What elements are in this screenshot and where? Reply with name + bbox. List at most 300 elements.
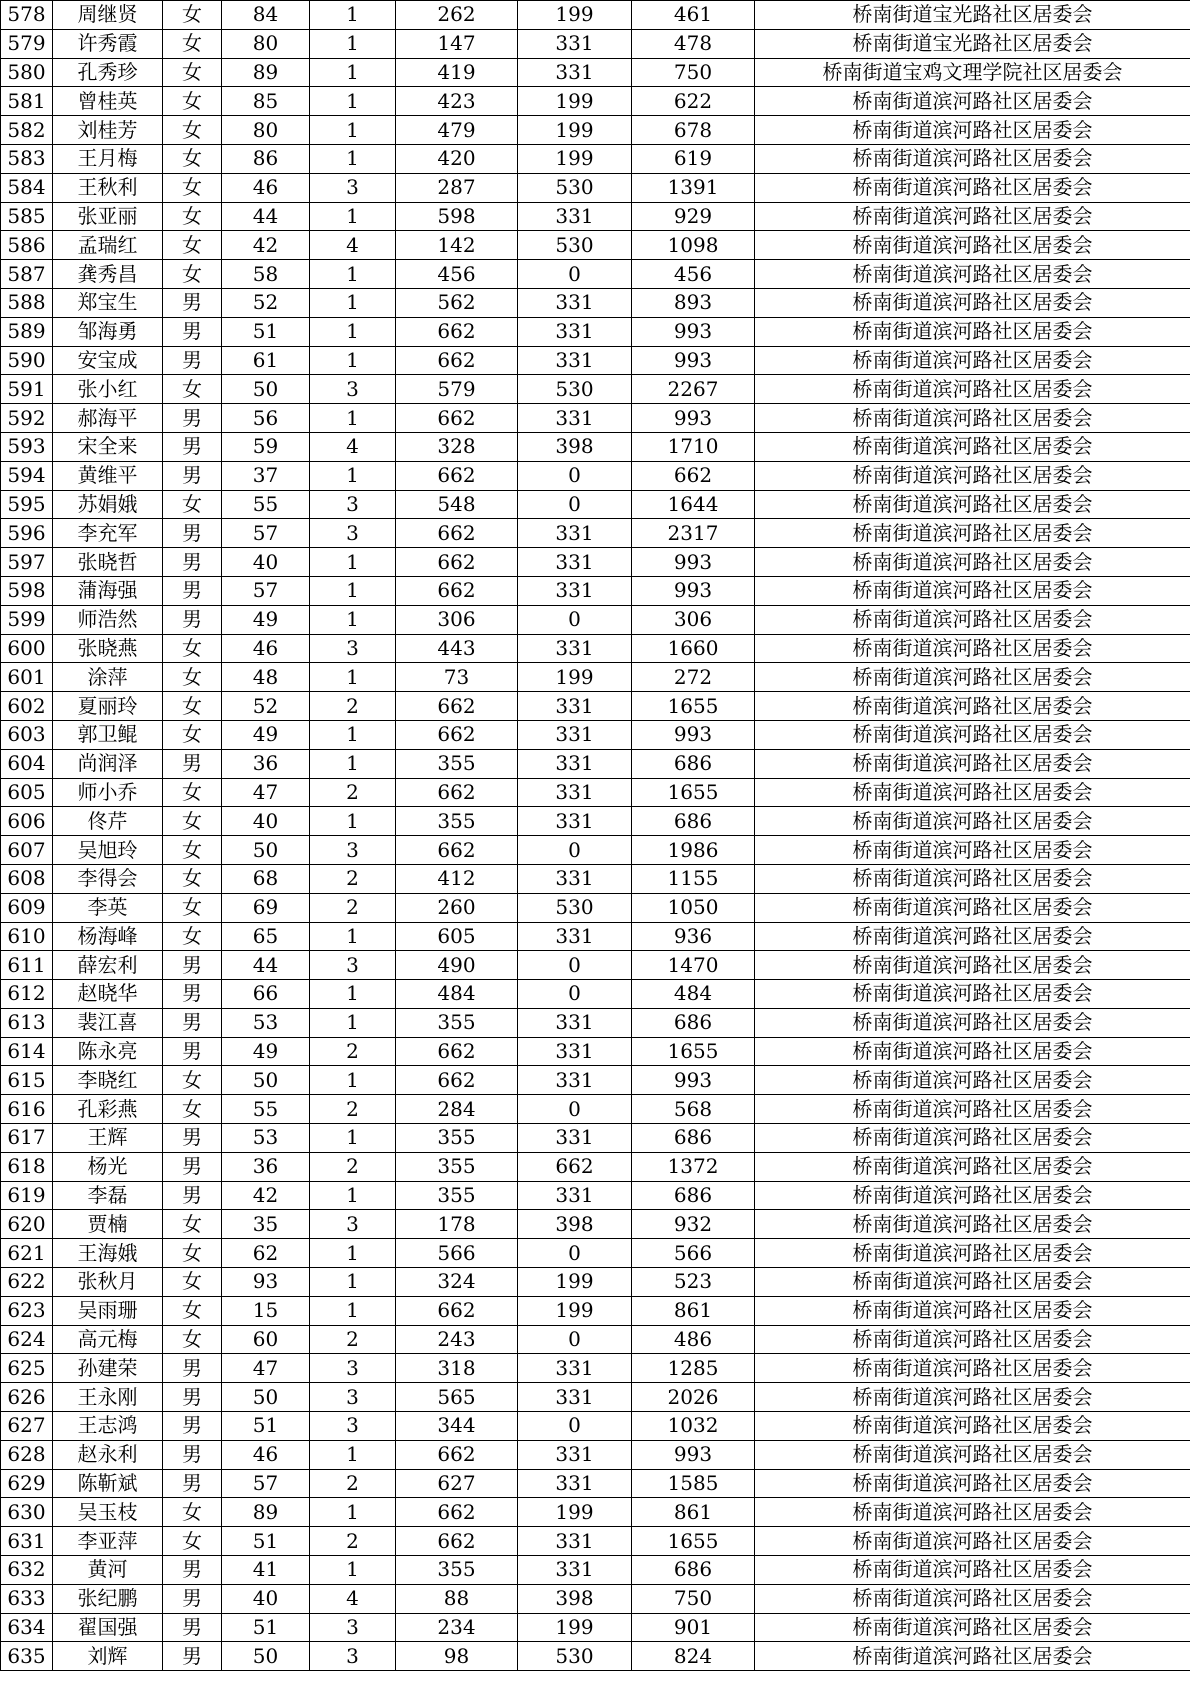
cell-community-unit: 桥南街道滨河路社区居委会: [755, 1095, 1190, 1124]
table-row: [1, 576, 1190, 605]
cell-name: 张晓哲: [53, 548, 163, 577]
cell-age: 51: [222, 1412, 310, 1441]
cell-total-amount: 861: [632, 1498, 755, 1527]
cell-gender: 女: [163, 1210, 222, 1239]
cell-household-size: 2: [310, 1527, 396, 1556]
cell-amount-b: 530: [518, 893, 632, 922]
cell-total-amount: 1098: [632, 231, 755, 260]
cell-row-number: 617: [1, 1124, 53, 1153]
cell-age: 61: [222, 346, 310, 375]
cell-age: 55: [222, 1095, 310, 1124]
cell-gender: 女: [163, 1095, 222, 1124]
cell-row-number: 623: [1, 1296, 53, 1325]
cell-amount-b: 331: [518, 288, 632, 317]
cell-community-unit: 桥南街道宝鸡文理学院社区居委会: [755, 58, 1190, 87]
cell-amount-a: 579: [396, 375, 518, 404]
cell-gender: 女: [163, 202, 222, 231]
cell-name: 陈永亮: [53, 1037, 163, 1066]
cell-gender: 女: [163, 1498, 222, 1527]
cell-total-amount: 619: [632, 144, 755, 173]
cell-household-size: 1: [310, 1296, 396, 1325]
cell-gender: 男: [163, 1124, 222, 1153]
cell-age: 51: [222, 1527, 310, 1556]
cell-household-size: 1: [310, 663, 396, 692]
cell-gender: 男: [163, 1440, 222, 1469]
cell-age: 46: [222, 1440, 310, 1469]
cell-gender: 女: [163, 922, 222, 951]
table-row: [1, 1008, 1190, 1037]
cell-community-unit: 桥南街道滨河路社区居委会: [755, 1124, 1190, 1153]
cell-row-number: 627: [1, 1412, 53, 1441]
cell-amount-b: 331: [518, 1008, 632, 1037]
cell-household-size: 3: [310, 173, 396, 202]
cell-total-amount: 1372: [632, 1152, 755, 1181]
cell-amount-b: 331: [518, 58, 632, 87]
cell-gender: 男: [163, 432, 222, 461]
cell-gender: 女: [163, 720, 222, 749]
cell-row-number: 599: [1, 605, 53, 634]
cell-total-amount: 993: [632, 720, 755, 749]
cell-name: 刘桂芳: [53, 116, 163, 145]
cell-community-unit: 桥南街道滨河路社区居委会: [755, 432, 1190, 461]
cell-total-amount: 750: [632, 1584, 755, 1613]
cell-age: 49: [222, 605, 310, 634]
cell-age: 36: [222, 749, 310, 778]
cell-community-unit: 桥南街道滨河路社区居委会: [755, 1498, 1190, 1527]
cell-gender: 女: [163, 807, 222, 836]
cell-amount-a: 420: [396, 144, 518, 173]
table-row: [1, 1066, 1190, 1095]
cell-name: 郭卫鲲: [53, 720, 163, 749]
cell-household-size: 1: [310, 58, 396, 87]
cell-household-size: 1: [310, 576, 396, 605]
cell-total-amount: 1470: [632, 951, 755, 980]
cell-amount-b: 331: [518, 778, 632, 807]
cell-gender: 女: [163, 778, 222, 807]
cell-total-amount: 1391: [632, 173, 755, 202]
cell-household-size: 2: [310, 864, 396, 893]
cell-household-size: 3: [310, 490, 396, 519]
table-row: [1, 461, 1190, 490]
cell-age: 66: [222, 980, 310, 1009]
cell-total-amount: 686: [632, 1181, 755, 1210]
cell-total-amount: 622: [632, 87, 755, 116]
cell-amount-a: 355: [396, 1008, 518, 1037]
cell-age: 41: [222, 1556, 310, 1585]
cell-amount-a: 662: [396, 778, 518, 807]
cell-row-number: 584: [1, 173, 53, 202]
cell-row-number: 591: [1, 375, 53, 404]
cell-household-size: 1: [310, 317, 396, 346]
cell-age: 85: [222, 87, 310, 116]
cell-amount-b: 331: [518, 404, 632, 433]
cell-amount-a: 484: [396, 980, 518, 1009]
cell-name: 吴旭玲: [53, 836, 163, 865]
cell-gender: 女: [163, 144, 222, 173]
cell-gender: 女: [163, 1239, 222, 1268]
cell-amount-b: 331: [518, 1181, 632, 1210]
cell-amount-a: 662: [396, 836, 518, 865]
cell-name: 陈靳斌: [53, 1469, 163, 1498]
cell-row-number: 593: [1, 432, 53, 461]
cell-total-amount: 523: [632, 1268, 755, 1297]
cell-amount-b: 331: [518, 922, 632, 951]
cell-total-amount: 2267: [632, 375, 755, 404]
table-row: [1, 1124, 1190, 1153]
table-row: [1, 87, 1190, 116]
cell-row-number: 607: [1, 836, 53, 865]
cell-community-unit: 桥南街道滨河路社区居委会: [755, 1383, 1190, 1412]
cell-age: 86: [222, 144, 310, 173]
cell-total-amount: 993: [632, 576, 755, 605]
cell-household-size: 1: [310, 1008, 396, 1037]
table-row: [1, 548, 1190, 577]
cell-household-size: 1: [310, 1181, 396, 1210]
cell-age: 55: [222, 490, 310, 519]
cell-age: 50: [222, 375, 310, 404]
cell-age: 56: [222, 404, 310, 433]
table-row: [1, 173, 1190, 202]
table-row: [1, 720, 1190, 749]
cell-age: 57: [222, 1469, 310, 1498]
cell-amount-b: 331: [518, 29, 632, 58]
cell-name: 苏娟娥: [53, 490, 163, 519]
cell-name: 安宝成: [53, 346, 163, 375]
cell-amount-b: 331: [518, 807, 632, 836]
cell-age: 36: [222, 1152, 310, 1181]
cell-community-unit: 桥南街道滨河路社区居委会: [755, 548, 1190, 577]
cell-row-number: 619: [1, 1181, 53, 1210]
cell-amount-a: 355: [396, 1556, 518, 1585]
cell-row-number: 580: [1, 58, 53, 87]
cell-row-number: 635: [1, 1642, 53, 1671]
cell-name: 黄维平: [53, 461, 163, 490]
cell-row-number: 634: [1, 1613, 53, 1642]
cell-amount-b: 331: [518, 749, 632, 778]
cell-name: 邹海勇: [53, 317, 163, 346]
cell-age: 57: [222, 576, 310, 605]
table-row: [1, 1556, 1190, 1585]
cell-total-amount: 1050: [632, 893, 755, 922]
cell-total-amount: 861: [632, 1296, 755, 1325]
cell-amount-a: 662: [396, 576, 518, 605]
cell-name: 赵晓华: [53, 980, 163, 1009]
cell-community-unit: 桥南街道滨河路社区居委会: [755, 1296, 1190, 1325]
cell-amount-a: 355: [396, 749, 518, 778]
cell-row-number: 629: [1, 1469, 53, 1498]
cell-gender: 女: [163, 864, 222, 893]
cell-amount-a: 260: [396, 893, 518, 922]
cell-name: 王海娥: [53, 1239, 163, 1268]
cell-row-number: 625: [1, 1354, 53, 1383]
cell-household-size: 2: [310, 692, 396, 721]
table-row: [1, 58, 1190, 87]
cell-household-size: 1: [310, 1066, 396, 1095]
cell-row-number: 632: [1, 1556, 53, 1585]
cell-age: 65: [222, 922, 310, 951]
cell-amount-b: 331: [518, 1440, 632, 1469]
cell-household-size: 1: [310, 1124, 396, 1153]
cell-total-amount: 486: [632, 1325, 755, 1354]
cell-household-size: 1: [310, 749, 396, 778]
cell-amount-b: 199: [518, 144, 632, 173]
cell-row-number: 604: [1, 749, 53, 778]
cell-row-number: 586: [1, 231, 53, 260]
cell-row-number: 618: [1, 1152, 53, 1181]
cell-gender: 男: [163, 749, 222, 778]
cell-amount-b: 331: [518, 1354, 632, 1383]
cell-name: 涂萍: [53, 663, 163, 692]
cell-total-amount: 272: [632, 663, 755, 692]
cell-household-size: 2: [310, 893, 396, 922]
cell-amount-a: 88: [396, 1584, 518, 1613]
cell-row-number: 621: [1, 1239, 53, 1268]
cell-community-unit: 桥南街道滨河路社区居委会: [755, 1325, 1190, 1354]
table-body: [1, 1, 1190, 1671]
cell-name: 师浩然: [53, 605, 163, 634]
cell-row-number: 581: [1, 87, 53, 116]
cell-community-unit: 桥南街道滨河路社区居委会: [755, 87, 1190, 116]
cell-age: 52: [222, 692, 310, 721]
cell-community-unit: 桥南街道滨河路社区居委会: [755, 980, 1190, 1009]
cell-age: 15: [222, 1296, 310, 1325]
table-row: [1, 692, 1190, 721]
cell-age: 89: [222, 1498, 310, 1527]
cell-name: 张纪鹏: [53, 1584, 163, 1613]
cell-gender: 女: [163, 893, 222, 922]
cell-amount-a: 627: [396, 1469, 518, 1498]
table-row: [1, 260, 1190, 289]
cell-amount-b: 398: [518, 1584, 632, 1613]
cell-row-number: 588: [1, 288, 53, 317]
cell-age: 48: [222, 663, 310, 692]
cell-total-amount: 662: [632, 461, 755, 490]
cell-community-unit: 桥南街道滨河路社区居委会: [755, 346, 1190, 375]
cell-amount-b: 0: [518, 605, 632, 634]
table-row: [1, 605, 1190, 634]
cell-age: 44: [222, 951, 310, 980]
cell-household-size: 1: [310, 288, 396, 317]
cell-amount-a: 147: [396, 29, 518, 58]
cell-name: 翟国强: [53, 1613, 163, 1642]
cell-community-unit: 桥南街道滨河路社区居委会: [755, 173, 1190, 202]
cell-amount-a: 344: [396, 1412, 518, 1441]
cell-gender: 男: [163, 980, 222, 1009]
cell-age: 53: [222, 1124, 310, 1153]
cell-name: 薛宏利: [53, 951, 163, 980]
table-row: [1, 1383, 1190, 1412]
cell-amount-a: 662: [396, 1037, 518, 1066]
cell-household-size: 1: [310, 461, 396, 490]
cell-community-unit: 桥南街道滨河路社区居委会: [755, 116, 1190, 145]
cell-age: 46: [222, 634, 310, 663]
cell-total-amount: 893: [632, 288, 755, 317]
cell-gender: 男: [163, 317, 222, 346]
cell-name: 杨光: [53, 1152, 163, 1181]
cell-name: 赵永利: [53, 1440, 163, 1469]
cell-amount-b: 199: [518, 1498, 632, 1527]
table-row: [1, 980, 1190, 1009]
cell-name: 师小乔: [53, 778, 163, 807]
cell-amount-b: 331: [518, 1527, 632, 1556]
cell-household-size: 3: [310, 1383, 396, 1412]
cell-gender: 男: [163, 288, 222, 317]
cell-gender: 男: [163, 1181, 222, 1210]
cell-name: 王秋利: [53, 173, 163, 202]
cell-amount-b: 331: [518, 1124, 632, 1153]
cell-name: 郑宝生: [53, 288, 163, 317]
cell-household-size: 3: [310, 836, 396, 865]
cell-amount-a: 662: [396, 1498, 518, 1527]
cell-household-size: 3: [310, 375, 396, 404]
cell-amount-a: 662: [396, 548, 518, 577]
cell-name: 王月梅: [53, 144, 163, 173]
cell-amount-a: 662: [396, 1440, 518, 1469]
cell-amount-b: 0: [518, 1412, 632, 1441]
cell-name: 李英: [53, 893, 163, 922]
cell-row-number: 608: [1, 864, 53, 893]
table-row: [1, 490, 1190, 519]
table-row: [1, 1239, 1190, 1268]
cell-household-size: 2: [310, 1325, 396, 1354]
cell-household-size: 2: [310, 778, 396, 807]
table-row: [1, 1613, 1190, 1642]
cell-amount-b: 398: [518, 1210, 632, 1239]
table-row: [1, 519, 1190, 548]
cell-total-amount: 1032: [632, 1412, 755, 1441]
cell-name: 尚润泽: [53, 749, 163, 778]
cell-community-unit: 桥南街道滨河路社区居委会: [755, 836, 1190, 865]
cell-name: 吴雨珊: [53, 1296, 163, 1325]
cell-household-size: 1: [310, 1239, 396, 1268]
table-row: [1, 116, 1190, 145]
cell-household-size: 1: [310, 922, 396, 951]
table-row: [1, 1296, 1190, 1325]
cell-community-unit: 桥南街道滨河路社区居委会: [755, 893, 1190, 922]
cell-row-number: 630: [1, 1498, 53, 1527]
cell-name: 龚秀昌: [53, 260, 163, 289]
cell-amount-b: 331: [518, 1066, 632, 1095]
table-row: [1, 1354, 1190, 1383]
table-row: [1, 807, 1190, 836]
cell-amount-a: 598: [396, 202, 518, 231]
cell-age: 47: [222, 778, 310, 807]
cell-gender: 女: [163, 1296, 222, 1325]
cell-amount-a: 98: [396, 1642, 518, 1671]
cell-amount-b: 199: [518, 116, 632, 145]
cell-amount-b: 0: [518, 1095, 632, 1124]
table-row: [1, 1469, 1190, 1498]
cell-amount-a: 662: [396, 720, 518, 749]
cell-community-unit: 桥南街道滨河路社区居委会: [755, 1469, 1190, 1498]
cell-amount-a: 324: [396, 1268, 518, 1297]
cell-name: 郝海平: [53, 404, 163, 433]
cell-amount-a: 287: [396, 173, 518, 202]
cell-row-number: 615: [1, 1066, 53, 1095]
cell-age: 52: [222, 288, 310, 317]
cell-row-number: 592: [1, 404, 53, 433]
cell-row-number: 595: [1, 490, 53, 519]
cell-gender: 女: [163, 692, 222, 721]
cell-amount-b: 530: [518, 173, 632, 202]
cell-amount-b: 331: [518, 1469, 632, 1498]
cell-amount-b: 331: [518, 317, 632, 346]
cell-total-amount: 686: [632, 1556, 755, 1585]
cell-total-amount: 993: [632, 1440, 755, 1469]
cell-gender: 男: [163, 404, 222, 433]
table-row: [1, 29, 1190, 58]
cell-amount-b: 530: [518, 1642, 632, 1671]
cell-amount-a: 243: [396, 1325, 518, 1354]
cell-amount-b: 331: [518, 548, 632, 577]
cell-community-unit: 桥南街道滨河路社区居委会: [755, 1210, 1190, 1239]
cell-name: 孙建荣: [53, 1354, 163, 1383]
cell-community-unit: 桥南街道滨河路社区居委会: [755, 317, 1190, 346]
table-row: [1, 1440, 1190, 1469]
cell-total-amount: 2317: [632, 519, 755, 548]
cell-gender: 男: [163, 1584, 222, 1613]
table-row: [1, 1584, 1190, 1613]
cell-name: 张秋月: [53, 1268, 163, 1297]
cell-gender: 男: [163, 1469, 222, 1498]
cell-amount-a: 565: [396, 1383, 518, 1412]
cell-amount-a: 443: [396, 634, 518, 663]
cell-household-size: 1: [310, 1268, 396, 1297]
cell-total-amount: 1585: [632, 1469, 755, 1498]
cell-gender: 男: [163, 548, 222, 577]
cell-amount-a: 662: [396, 317, 518, 346]
cell-household-size: 1: [310, 1498, 396, 1527]
cell-household-size: 2: [310, 1095, 396, 1124]
cell-household-size: 4: [310, 432, 396, 461]
cell-row-number: 594: [1, 461, 53, 490]
cell-name: 张亚丽: [53, 202, 163, 231]
cell-age: 40: [222, 1584, 310, 1613]
cell-age: 59: [222, 432, 310, 461]
cell-name: 许秀霞: [53, 29, 163, 58]
cell-age: 50: [222, 1383, 310, 1412]
cell-household-size: 1: [310, 1440, 396, 1469]
cell-household-size: 2: [310, 1037, 396, 1066]
cell-age: 58: [222, 260, 310, 289]
cell-amount-a: 355: [396, 1124, 518, 1153]
cell-amount-b: 530: [518, 375, 632, 404]
cell-total-amount: 993: [632, 548, 755, 577]
cell-community-unit: 桥南街道滨河路社区居委会: [755, 1152, 1190, 1181]
cell-name: 佟芹: [53, 807, 163, 836]
cell-household-size: 1: [310, 605, 396, 634]
cell-amount-a: 262: [396, 1, 518, 30]
cell-total-amount: 686: [632, 1124, 755, 1153]
cell-amount-b: 199: [518, 1296, 632, 1325]
cell-community-unit: 桥南街道滨河路社区居委会: [755, 1642, 1190, 1671]
cell-household-size: 1: [310, 548, 396, 577]
cell-row-number: 600: [1, 634, 53, 663]
cell-amount-b: 530: [518, 231, 632, 260]
cell-age: 42: [222, 1181, 310, 1210]
cell-amount-a: 306: [396, 605, 518, 634]
cell-gender: 女: [163, 375, 222, 404]
cell-household-size: 1: [310, 404, 396, 433]
table-row: [1, 951, 1190, 980]
cell-total-amount: 1655: [632, 1527, 755, 1556]
cell-community-unit: 桥南街道滨河路社区居委会: [755, 1008, 1190, 1037]
cell-name: 刘辉: [53, 1642, 163, 1671]
cell-total-amount: 993: [632, 404, 755, 433]
cell-total-amount: 686: [632, 807, 755, 836]
cell-row-number: 624: [1, 1325, 53, 1354]
cell-gender: 女: [163, 116, 222, 145]
